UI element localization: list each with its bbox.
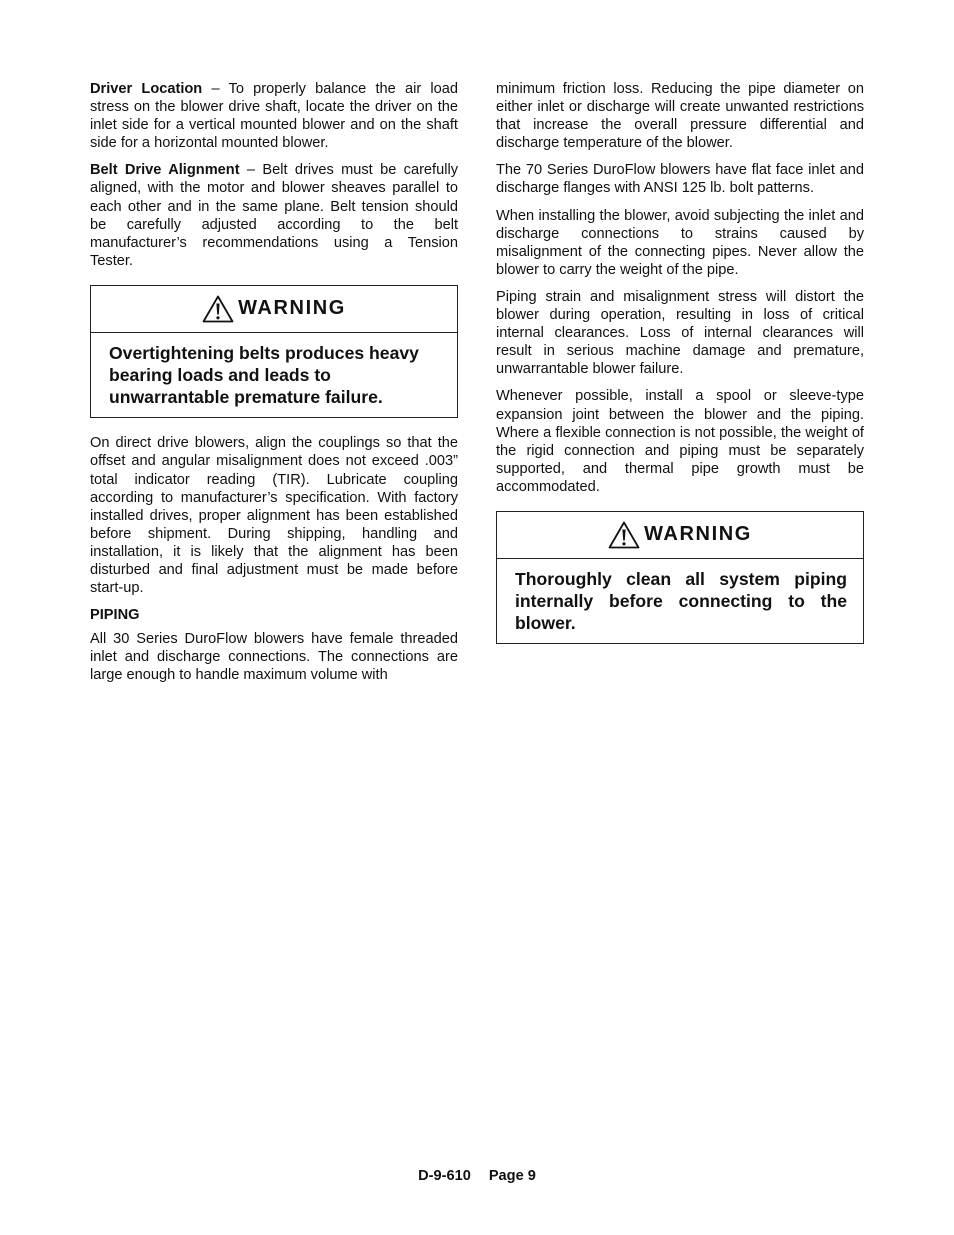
driver-location-paragraph: [90, 80, 458, 152]
warning-triangle-icon: [202, 295, 234, 323]
warning-header: [91, 286, 457, 333]
warning-text: Overtightening belts produces heavy bearing loads and leads to unwarrantable premature failure.: [109, 342, 419, 407]
installing-paragraph: When installing the blower, avoid subjecting the inlet and discharge connections to strains caused by misalignment of the connecting pipes. Never allow the blower to carry the weight of the pipe.: [496, 207, 864, 278]
page-footer: [0, 1168, 954, 1184]
friction-loss-paragraph: minimum friction loss. Reducing the pipe diameter on either inlet or discharge will create unwanted restrictions that increase the overall pressure differential and discharge temperature of the blower.: [496, 81, 864, 152]
piping-paragraph: All 30 Series DuroFlow blowers have female threaded inlet and discharge connections. The connections are large enough to handle maximum volume with: [90, 631, 458, 684]
warning-header: [497, 512, 863, 559]
warning-text: Thoroughly clean all system piping internally before connecting to the blower.: [515, 568, 847, 633]
coupling-alignment-paragraph: On direct drive blowers, align the couplings so that the offset and angular misalignment does not exceed .003” total indicator reading (TIR). Lubricate coupling according to manufacturer’s specification. With factory installed drives, proper alignment has been established before shipment. During shipping, handling and installation, it is likely that the alignment has been disturbed and final adjustment must be made before start-up.: [90, 435, 458, 597]
warning-box-piping: [496, 511, 864, 644]
page-number: Page 9: [488, 1168, 536, 1184]
warning-title: WARNING: [644, 523, 752, 546]
driver-location-runin: Driver Location: [90, 81, 203, 97]
warning-triangle-icon: [608, 521, 640, 549]
warning-box-belts: [90, 285, 458, 418]
left-column: [90, 80, 458, 693]
expansion-joint-paragraph: Whenever possible, install a spool or sleeve-type expansion joint between the blower and the piping. Where a flexible connection is not possible, the weight of the rigid connection and piping must be separately supported, and thermal pipe growth must be accommodated.: [496, 388, 864, 495]
belt-drive-runin: Belt Drive Alignment: [90, 162, 240, 179]
warning-title: WARNING: [238, 297, 346, 320]
piping-strain-paragraph: Piping strain and misalignment stress will distort the blower during operation, resulting in loss of critical internal clearances. Loss of internal clearances will result in serious machine damage and premature, unwarrantable blower failure.: [496, 288, 864, 378]
right-column: [496, 80, 864, 660]
flanges-paragraph: The 70 Series DuroFlow blowers have flat face inlet and discharge flanges with ANSI 125 lb. bolt patterns.: [496, 162, 864, 197]
piping-heading: PIPING: [90, 607, 140, 624]
belt-drive-paragraph: [90, 161, 458, 270]
driver-location-text: – To properly balance the air load stress on the blower drive shaft, locate the driver on the inlet side for a vertical mounted blower and on the shaft side for a horizontal mounted blower.: [90, 81, 458, 152]
belt-drive-text: – Belt drives must be carefully aligned, with the motor and blower sheaves parallel to each other and in the same plane. Belt tension should be carefully adjusted according to the belt manufacturer’s recommendations using a Tension Tester.: [90, 162, 458, 269]
document-number: D-9-610: [418, 1168, 471, 1184]
